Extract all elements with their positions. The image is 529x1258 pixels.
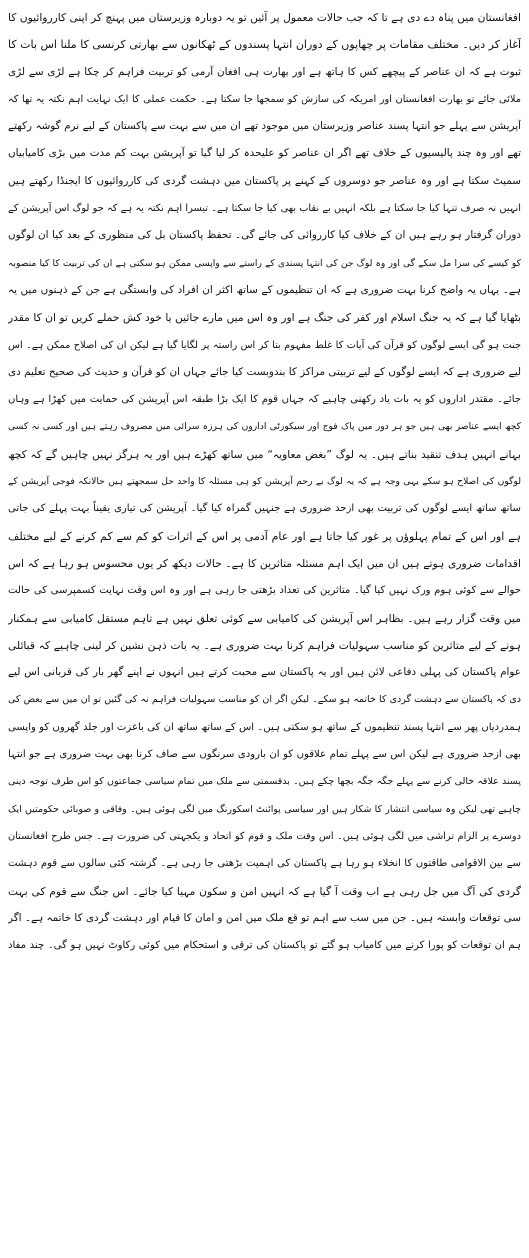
text-line: پسند علاقہ خالی کرنے سے پہلے جگہ جگہ بچھا چکے ہیں۔ بدقسمتی سے ملک میں تمام سیاسی جماعتوں کو اس طرف توجہ دینی bbox=[8, 776, 521, 788]
text-line: ثبوت ہے کہ ان عناصر کے پیچھے کس کا ہاتھ ہے اور بھارت ہی افغان آرمی کو تربیت فراہم کر چکا ہے لڑی سے لڑی bbox=[8, 65, 521, 78]
text-line: بھی ازحد ضروری ہے لیکن اس سے پہلے تمام علاقوں کو ان بارودی سرنگوں سے صاف کرنا بھی بہت ضروری ہے جو انتہا bbox=[8, 749, 521, 761]
text-line: ہے۔ یہاں یہ واضح کرنا بہت ضروری ہے کہ ان تنظیموں کے ساتھ اکثر ان افراد کی وابستگی ہے جن کے ذہنوں میں یہ bbox=[8, 283, 521, 296]
text-line: اقدامات ضروری ہوتے ہیں ان میں ایک اہم مسئلہ متاثرین کا ہے۔ حالات دیکھ کر یوں محسوس ہو رہا ہے کہ اس bbox=[8, 556, 521, 570]
text-line: بٹھایا گیا ہے کہ یہ جنگ اسلام اور کفر کی جنگ ہے اور وہ اس میں مارے جائیں یا خود کش حملے کریں تو ان کا مقدر bbox=[8, 311, 521, 325]
text-line: ساتھ ساتھ ایسے لوگوں کی تربیت بھی ازحد ضروری ہے جنہیں گمراہ کیا گیا۔ آپریشن کی تیاری یقیناً بہت پہلے کی جاتی bbox=[8, 503, 521, 515]
text-line: عوام پاکستان کی پہلی دفاعی لائن ہیں اور یہ پاکستان سے محبت کرتے ہیں انہوں نے اپنے گھر بار کی قربانی اس لیے bbox=[8, 666, 521, 679]
text-line: سی توقعات وابستہ ہیں۔ جن میں سب سے اہم تو قع ملک میں امن و امان کا قیام اور دہشت گردی کا خاتمہ ہے۔ اگر bbox=[8, 911, 521, 924]
text-line: دوران گرفتار ہو رہے ہیں ان کے خلاف کیا کارروائی کی جائے گی۔ تحفظ پاکستان بل کی منظوری کے بعد کیا ان لوگوں bbox=[8, 229, 521, 242]
text-line: میں وقت گزار رہے ہیں۔ بظاہر اس آپریشن کی کامیابی سے کوئی تعلق نہیں ہے تاہم مستقل کامیابی سے ہمکنار bbox=[8, 611, 521, 625]
text-line: جنت ہو گی ایسے لوگوں کو قرآن کی آیات کا غلط مفہوم بتا کر اس راستہ پر لگایا گیا ہے لیکن ان کی اصلاح ممکن ہے۔ اس bbox=[8, 339, 521, 351]
text-line: ہمدردیاں پھر سے انتہا پسند تنظیموں کے ساتھ ہو سکتی ہیں۔ اس کے ساتھ ساتھ ان کی باعزت اور جلد گھروں کو واپسی bbox=[8, 721, 521, 733]
text-line: آغاز کر دیں۔ مختلف مقامات پر چھاپوں کے دوران انتہا پسندوں کے ٹھکانوں سے بھارتی کرنسی کا ملنا اس بات کا bbox=[8, 38, 521, 52]
text-line: دی کہ پاکستان سے دہشت گردی کا خاتمہ ہو سکے۔ لیکن اگر ان کو مناسب سہولیات فراہم نہ کی گئیں تو ان میں سے بعض کی bbox=[8, 694, 521, 706]
text-line: افغانستان میں پناہ دے دی ہے تا کہ جب حالات معمول پر آئیں تو یہ دوبارہ وزیرستان میں پہنچ کر اپنی کارروائیوں کا bbox=[8, 11, 521, 24]
text-line: ہم ان توقعات کو پورا کرنے میں کامیاب ہو گئے تو پاکستان کی ترقی و استحکام میں کوئی رکاوٹ نہیں ہو گی۔ چند مفاد bbox=[8, 940, 521, 952]
text-line: ہونے کے لیے متاثرین کو مناسب سہولیات فراہم کرنا بہت ضروری ہے۔ یہ بات ذہن نشین کر لینی چاہیے کہ قبائلی bbox=[8, 638, 521, 652]
text-line: بہانے انہیں ہدف تنقید بناتے ہیں۔ یہ لوگ ”بغض معاویہ“ میں ساتھ کھڑے ہیں اور یہ ہرگز نہیں چاہیں گے کہ کچھ bbox=[8, 447, 521, 461]
text-line: ہے اور اس کے تمام پہلوؤں پر غور کیا جاتا ہے اور عام آدمی پر اس کے اثرات کو کم سے کم کرنے کے لیے مختلف bbox=[8, 529, 521, 543]
text-line: ملائی جائے تو بھارت افغانستان اور امریکہ کی سازش کو سمجھا جا سکتا ہے۔ حکمت عملی کا ایک نہایت اہم نکتہ یہ تھا کہ bbox=[8, 93, 521, 105]
text-line: چاہیے تھی لیکن وہ سیاسی انتشار کا شکار ہیں اور سیاسی پوائنٹ اسکورنگ میں لگی ہوئی ہیں۔ وفاقی و صوبائی حکومتیں ایک bbox=[8, 803, 521, 815]
text-line: جائے۔ مقتدر اداروں کو یہ بات یاد رکھنی چاہیے کہ جہاں قوم کا ایک بڑا طبقہ اس آپریشن کی حمایت میں کھڑا ہے وہاں bbox=[8, 394, 521, 406]
text-line: لوگوں کی اصلاح ہو سکے یہی وجہ ہے کہ یہ لوگ بے رحم آپریشن کو ہی مسئلہ کا واحد حل سمجھتے ہیں حالانکہ فوجی آپریشن کے bbox=[8, 476, 521, 488]
text-line: گردی کی آگ میں جل رہی ہے اب وقت آ گیا ہے کہ انہیں امن و سکون مہیا کیا جائے۔ اس جنگ سے قوم کی بہت bbox=[8, 884, 521, 898]
text-line: سمیٹ سکتا ہے اور وہ عناصر جو دوسروں کے کہنے پر پاکستان میں دہشت گردی کی کارروائیوں کا ایجنڈا رکھتے ہیں bbox=[8, 174, 521, 187]
text-line: تھے اور وہ چند پالیسیوں کے خلاف تھے اگر ان عناصر کو علیحدہ کر لیا گیا تو آپریشن بہت کم مدت میں بڑی کامیابیاں bbox=[8, 147, 521, 160]
text-line: کچھ ایسے عناصر بھی ہیں جو ہر دور میں پاک فوج اور سیکورٹی اداروں کی ہرزہ سرائی میں مصروف رہتے ہیں اور کسی نہ کسی bbox=[8, 421, 521, 433]
text-line bbox=[8, 959, 521, 986]
text-line: سے بین الاقوامی طاقتوں کا انخلاء ہو رہا ہے پاکستان کی اہمیت بڑھتی جا رہی ہے۔ گزشتہ کئی سالوں سے قوم دہشت bbox=[8, 858, 521, 870]
text-line: کو کیسے کی سزا مل سکے گی اور وہ لوگ جن کی انتہا پسندی کے راستے سے واپسی ممکن ہو سکتی ہے ان کی تربیت کا کیا منصوبہ bbox=[8, 257, 521, 269]
text-line: حوالے سے کوئی ہوم ورک نہیں کیا گیا۔ متاثرین کی تعداد بڑھتی جا رہی ہے اور وہ اس وقت نہایت کسمپرسی کی حالت bbox=[8, 585, 521, 597]
text-line: لیے ضروری ہے کہ ایسے لوگوں کے لیے تربیتی مراکز کا بندوبست کیا جائے جہاں ان کو قرآن و حدیث کی صحیح تعلیم دی bbox=[8, 365, 521, 378]
text-line: دوسرے پر الزام تراشی میں لگی ہوئی ہیں۔ اس وقت ملک و قوم کو اتحاد و یکجہتی کی ضرورت ہے۔ جس طرح افغانستان bbox=[8, 830, 521, 842]
text-line: انہیں نہ صرف تنہا کیا جا سکتا ہے بلکہ انہیں بے نقاب بھی کیا جا سکتا ہے۔ تیسرا اہم نکتہ یہ ہے کہ جو لوگ اس آپریشن کے bbox=[8, 203, 521, 215]
text-line: آپریشن سے پہلے جو انتہا پسند عناصر وزیرستان میں موجود تھے ان میں سے بہت سے پاکستان کے لیے نرم گوشہ رکھتے bbox=[8, 120, 521, 133]
